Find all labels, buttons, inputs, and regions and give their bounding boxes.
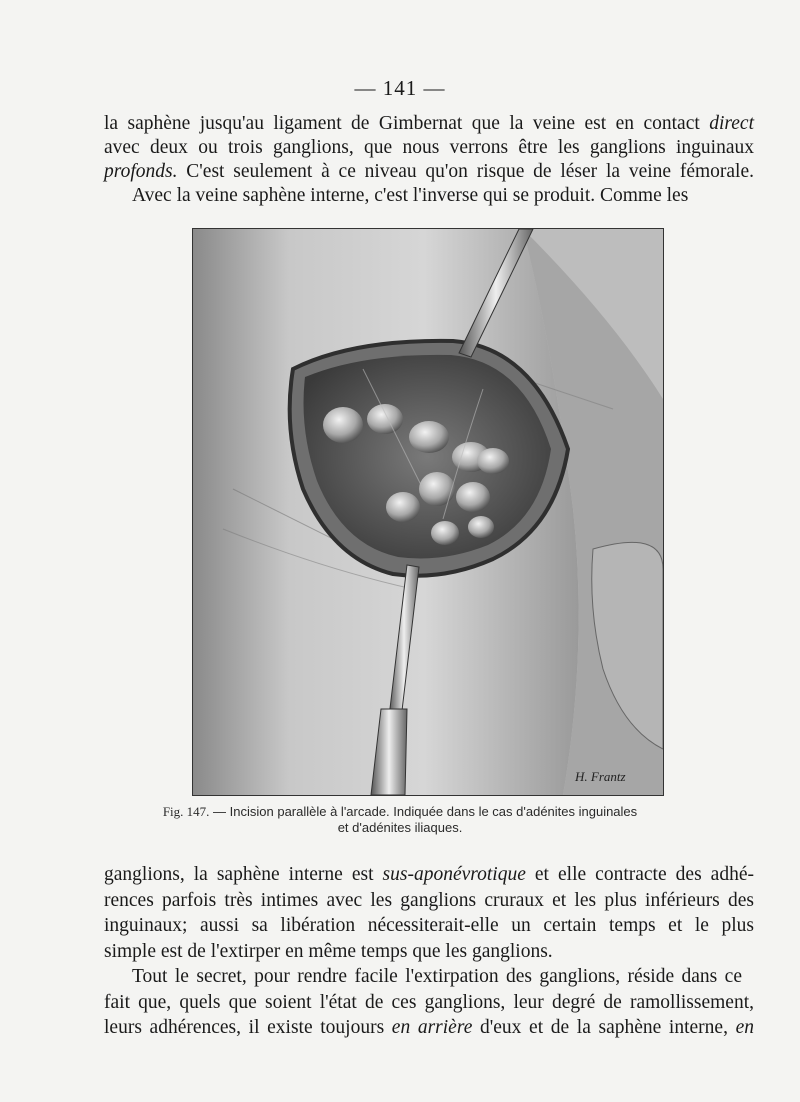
text-line: [104, 862, 754, 888]
caption-text: — Incision parallèle à l'arcade. Indiquée dans le cas d'adénites inguinales: [209, 804, 638, 819]
text-line: [104, 160, 754, 184]
figure-caption: [0, 804, 800, 836]
bottom-paragraph: [104, 862, 754, 1041]
text-run: leurs adhérences, il existe toujours: [104, 1017, 392, 1038]
text-run: et elle contracte des adhé-: [525, 864, 754, 885]
illustration-drawing: [193, 229, 663, 795]
italic-text: sus-aponévrotique: [382, 864, 526, 885]
text-line: simple est de l'extirper en même temps que les ganglions.: [104, 940, 553, 962]
text-run: ganglions, la saphène interne est: [104, 864, 383, 885]
top-paragraph: [104, 112, 754, 208]
text-run: d'eux et de la saphène interne,: [472, 1017, 736, 1038]
figure-label: Fig. 147.: [162, 804, 210, 819]
page-number: — 141 —: [354, 76, 446, 100]
text-line: Tout le secret, pour rendre facile l'extirpation des ganglions, réside dans ce: [132, 966, 742, 987]
italic-text: en arrière: [391, 1017, 473, 1038]
text-run: la saphène jusqu'au ligament de Gimbernat que la veine est en contact: [104, 113, 710, 134]
artist-signature: H. Frantz: [575, 769, 626, 784]
text-line: avec deux ou trois ganglions, que nous verrons être les ganglions inguinaux: [104, 137, 754, 158]
text-line: inguinaux; aussi sa libération nécessiterait-elle un certain temps et le plus: [104, 915, 754, 936]
text-run: C'est seulement à ce niveau qu'on risque de léser la veine fémorale.: [177, 161, 754, 182]
text-line: fait que, quels que soient l'état de ces ganglions, leur degré de ramollissement,: [104, 991, 754, 1013]
italic-text: direct: [709, 113, 754, 134]
surgical-illustration: [192, 228, 664, 796]
text-line: [104, 1015, 754, 1041]
text-line: Avec la veine saphène interne, c'est l'inverse qui se produit. Comme les: [132, 185, 689, 206]
caption-line: et d'adénites iliaques.: [337, 820, 463, 835]
italic-text: profonds.: [104, 161, 178, 182]
text-line: rences parfois très intimes avec les ganglions cruraux et les plus inférieurs des: [104, 889, 754, 911]
caption-line: [0, 804, 800, 820]
text-line: [104, 112, 754, 136]
italic-text: en: [735, 1017, 754, 1038]
